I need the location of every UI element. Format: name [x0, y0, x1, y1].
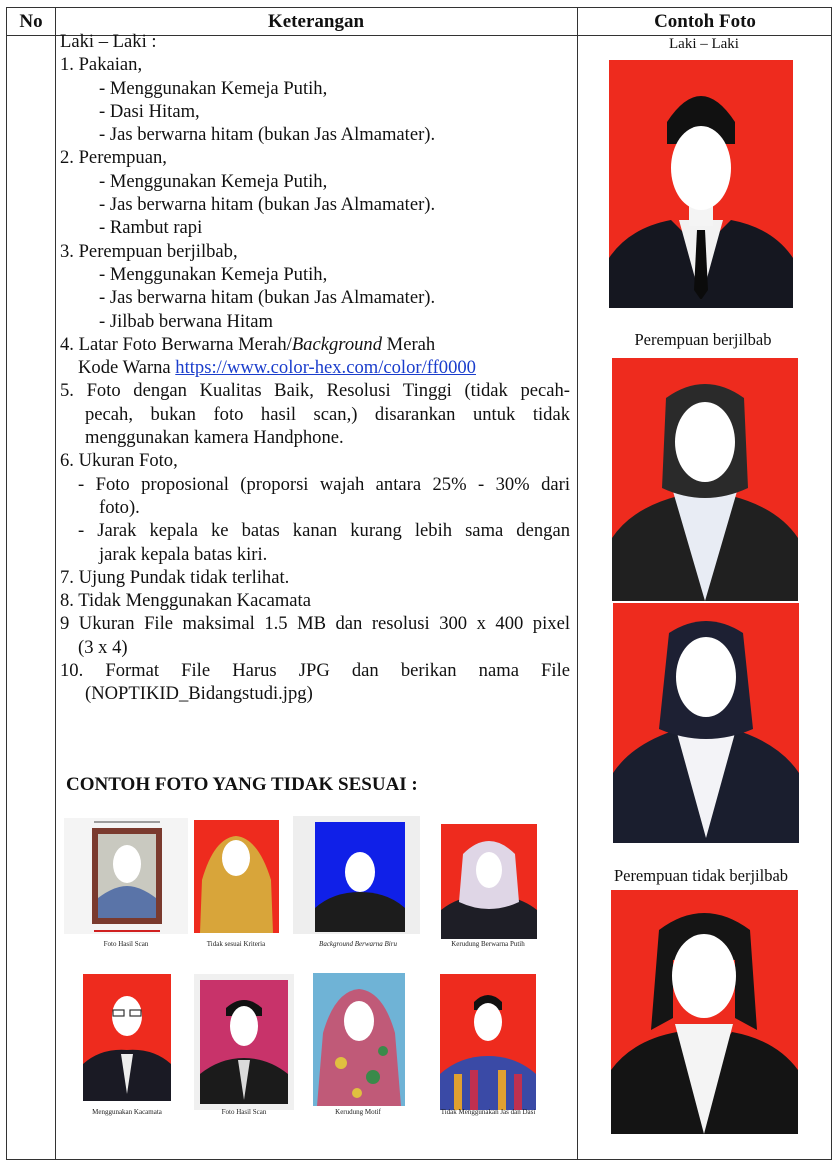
- bad-example-glasses: [83, 974, 171, 1101]
- hijab-example-photo-2: [613, 603, 799, 843]
- list-item: 6. Ukuran Foto,: [60, 450, 178, 472]
- list-item: menggunakan kamera Handphone.: [85, 427, 344, 449]
- column-divider-keterangan: [577, 8, 578, 1159]
- list-item-text: Merah: [382, 333, 436, 355]
- header-contoh-foto: Contoh Foto: [654, 11, 756, 32]
- bad-example-white-hijab: [441, 824, 537, 939]
- caption-no-hijab: Perempuan tidak berjilbab: [613, 866, 789, 885]
- no-hijab-example-photo: [611, 890, 798, 1134]
- list-item: 2. Perempuan,: [60, 147, 167, 169]
- list-item: - Menggunakan Kemeja Putih,: [99, 263, 328, 285]
- list-item: - Jas berwarna hitam (bukan Jas Almamater).: [99, 124, 436, 146]
- bad-example-caption: Background Berwarna Biru: [319, 940, 397, 948]
- bad-example-caption: Kerudung Berwarna Putih: [451, 940, 525, 948]
- list-item: 7. Ujung Pundak tidak terlihat.: [60, 566, 290, 588]
- requirements-text: [60, 30, 570, 706]
- list-item: pecah, bukan foto hasil scan,) disarankan untuk tidak: [85, 403, 570, 425]
- list-item: - Foto proposional (proporsi wajah antara 25% - 30% dari: [78, 473, 570, 495]
- list-item: - Jilbab berwana Hitam: [99, 310, 273, 332]
- list-item: 5. Foto dengan Kualitas Baik, Resolusi Tinggi (tidak pecah-: [60, 380, 570, 402]
- list-item: 3. Perempuan berjilbab,: [60, 240, 238, 262]
- list-item: 8. Tidak Menggunakan Kacamata: [60, 590, 311, 612]
- hijab-example-photo-1: [612, 358, 798, 601]
- list-item: [60, 356, 570, 379]
- list-item: foto).: [99, 496, 140, 518]
- bad-example-no-suit: [440, 974, 536, 1110]
- list-item-text-italic: Background: [291, 333, 383, 355]
- bad-example-not-matching: [194, 820, 279, 933]
- bad-example-scan-1: [64, 818, 188, 934]
- list-item: - Rambut rapi: [99, 217, 203, 239]
- list-item: 10. Format File Harus JPG dan berikan nama File: [60, 660, 570, 682]
- header-no: No: [19, 11, 43, 32]
- list-item: - Jas berwarna hitam (bukan Jas Almamater).: [99, 287, 436, 309]
- section-male: Laki – Laki :: [60, 31, 157, 52]
- male-example-photo: [609, 60, 793, 308]
- list-item: - Jas berwarna hitam (bukan Jas Almamater).: [99, 194, 436, 216]
- bad-example-caption: Menggunakan Kacamata: [92, 1108, 162, 1116]
- bad-example-caption: Kerudung Motif: [335, 1108, 381, 1116]
- bad-example-scan-2: [194, 974, 294, 1110]
- list-item: (3 x 4): [78, 636, 128, 658]
- list-item-text: 4. Latar Foto Berwarna Merah/: [60, 333, 292, 355]
- list-item: 1. Pakaian,: [60, 54, 143, 76]
- list-item: jarak kepala batas kiri.: [99, 543, 268, 565]
- bad-example-blue-background: [293, 816, 420, 934]
- bad-example-caption: Tidak sesuai Kriteria: [206, 940, 266, 948]
- list-item: - Menggunakan Kemeja Putih,: [99, 77, 328, 99]
- list-item-text: Kode Warna: [78, 357, 176, 379]
- bad-example-patterned-hijab: [313, 973, 405, 1106]
- list-item: - Jarak kepala ke batas kanan kurang lebih sama dengan: [78, 520, 570, 542]
- list-item: - Dasi Hitam,: [99, 100, 200, 122]
- caption-hijab: Perempuan berjilbab: [634, 330, 772, 349]
- color-code-link[interactable]: https://www.color-hex.com/color/ff0000: [175, 357, 476, 379]
- bad-example-caption: Foto Hasil Scan: [221, 1108, 267, 1116]
- list-item: (NOPTIKID_Bidangstudi.jpg): [85, 683, 313, 705]
- header-keterangan: Keterangan: [267, 11, 365, 32]
- bad-example-caption: Tidak Menggunakan Jas dan Dasi: [440, 1108, 536, 1116]
- bad-examples-heading: CONTOH FOTO YANG TIDAK SESUAI :: [66, 774, 418, 795]
- column-divider-no: [55, 8, 56, 1159]
- caption-male: Laki – Laki: [669, 36, 739, 52]
- list-item: [60, 333, 570, 356]
- list-item: 9 Ukuran File maksimal 1.5 MB dan resolusi 300 x 400 pixel: [60, 613, 570, 635]
- bad-example-caption: Foto Hasil Scan: [103, 940, 149, 948]
- list-item: - Menggunakan Kemeja Putih,: [99, 170, 328, 192]
